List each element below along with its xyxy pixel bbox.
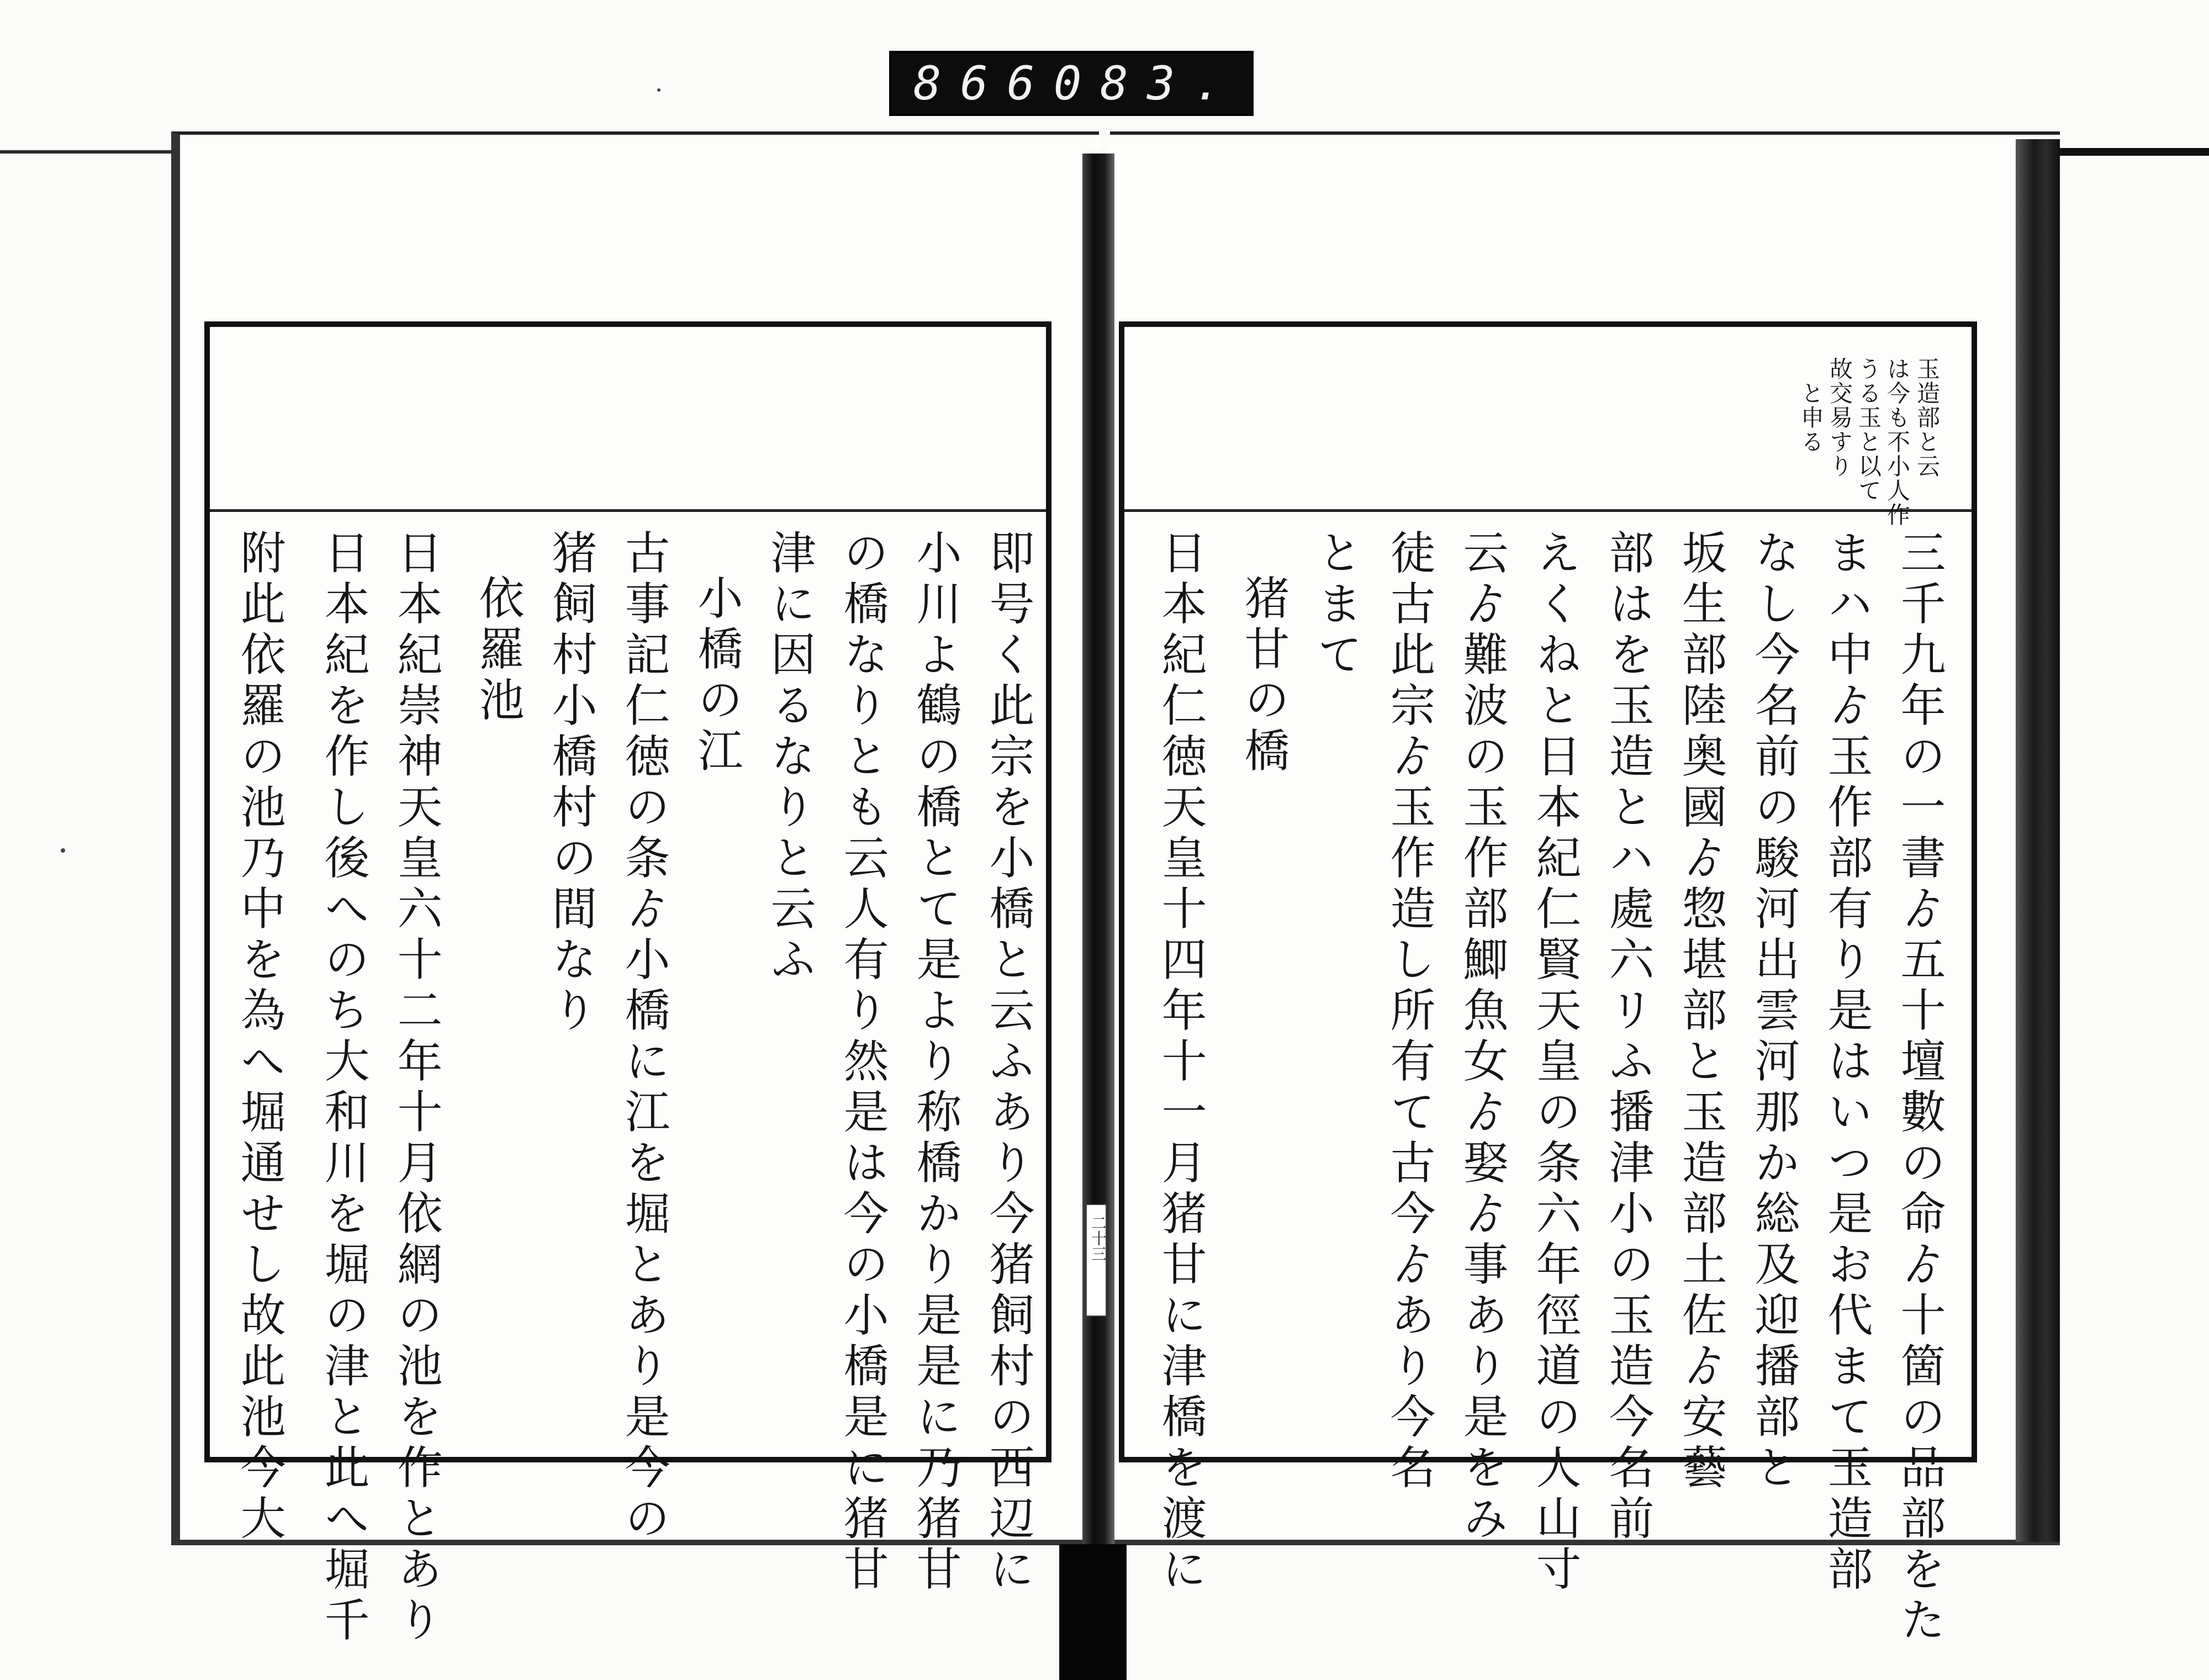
right-col-4: 坂生部陸奥國ゟ惣堪部と玉造部土佐ゟ安藝 (1674, 529, 1727, 1494)
headnote-line-5: と申る (1798, 381, 1825, 454)
film-code-label (889, 51, 1254, 116)
headnote-line-1: 玉造部と云 (1914, 357, 1941, 478)
scanner-rule-right (2054, 148, 2209, 156)
headnote-line-3: うる玉と以て (1855, 357, 1882, 503)
right-col-6: えくねと日本紀仁賢天皇の条六年徑道の人山寸 (1529, 529, 1581, 1596)
spine-bottom-shadow (1059, 1544, 1127, 1680)
film-code-right: 083. (1053, 56, 1241, 110)
scanner-rule-left (0, 150, 182, 154)
left-col-3: の橋なりとも云人有り然是は今の小橋是に猪甘 (836, 529, 889, 1596)
left-col-9: 日本紀崇神天皇六十二年十月依網の池を作とあり (390, 529, 442, 1647)
right-col-10-heading: 猪甘の橋 (1237, 574, 1290, 778)
folio-number: 二十三 (1089, 1215, 1107, 1261)
headnote-line-2: は今も不小人作 (1884, 357, 1911, 527)
scan-speck (657, 88, 660, 92)
left-col-8-heading: 依羅池 (472, 574, 524, 727)
film-code-left: 866 (913, 56, 1054, 110)
left-col-11: 附此依羅の池乃中を為へ堀通せし故此池今大 (233, 529, 286, 1545)
left-col-2: 小川よ鶴の橋とて是より称橋かり是是に乃猪甘 (909, 529, 961, 1596)
right-head-divider (1124, 509, 1972, 512)
left-col-4: 津に因るなりと云ふ (763, 529, 816, 986)
right-col-1: 三千九年の一書ゟ五十壇數の命ゟ十箇の品部をた (1893, 529, 1946, 1647)
right-col-11: 日本紀仁徳天皇十四年十一月猪甘に津橋を渡に (1154, 529, 1207, 1596)
right-col-5: 部はを玉造とハ處六リふ播津小の玉造今名前 (1602, 529, 1654, 1545)
book-spine (1082, 154, 1114, 1545)
right-col-9: とまて (1310, 529, 1362, 681)
left-col-5-heading: 小橋の江 (690, 574, 743, 778)
left-col-7: 猪飼村小橋村の間なり (545, 529, 597, 1037)
left-head-divider (210, 509, 1046, 512)
page-fore-edge (2016, 139, 2060, 1542)
left-col-10: 日本紀を作し後へのち大和川を堀の津と此へ堀千 (317, 529, 369, 1647)
scan-speck (61, 848, 65, 853)
headnote-line-4: 故交易すり (1826, 357, 1853, 478)
right-col-3: なし今名前の駿河出雲河那か総及迎播部と (1747, 529, 1800, 1494)
left-col-1: 即号く此宗を小橋と云ふあり今猪飼村の西辺に (982, 529, 1034, 1596)
right-col-2: まハ中ゟ玉作部有り是はいつ是お代まて玉造部 (1820, 529, 1873, 1596)
right-col-8: 徒古此宗ゟ玉作造し所有て古今ゟあり今名 (1383, 529, 1435, 1494)
right-col-7: 云ゟ難波の玉作部鯽魚女ゟ娶ゟ事あり是をみ (1456, 529, 1508, 1545)
left-col-6: 古事記仁徳の条ゟ小橋に江を堀とあり是今の (617, 529, 670, 1545)
